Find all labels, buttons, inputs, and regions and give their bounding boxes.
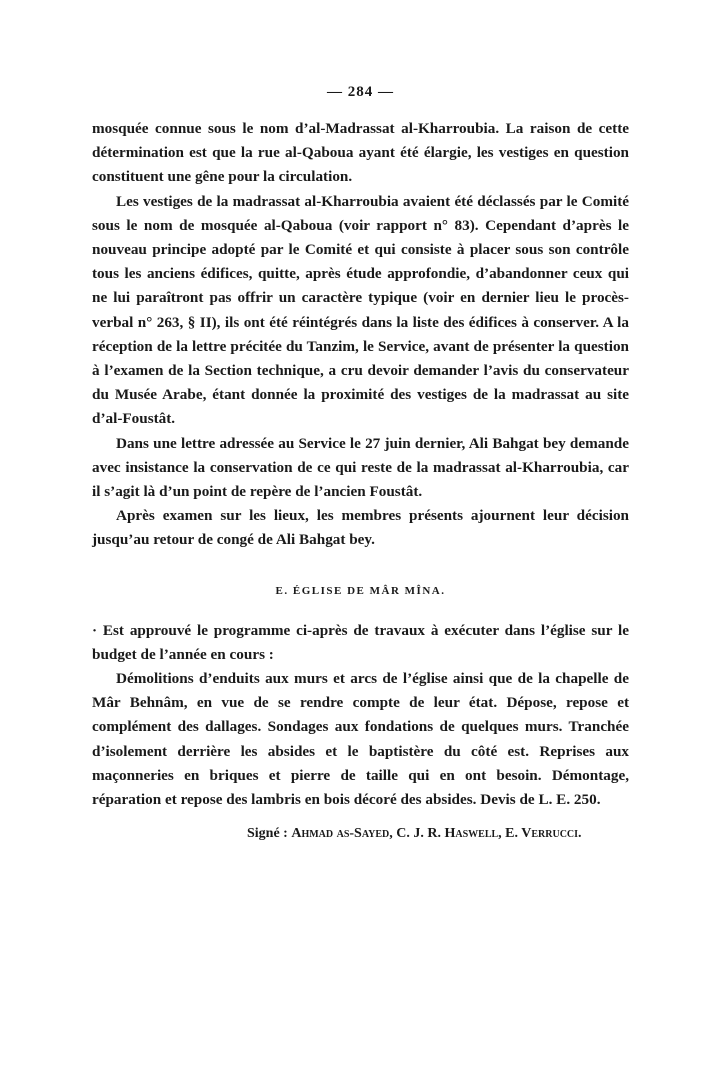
signature-names: Ahmad as-Sayed, C. J. R. Haswell, E. Verrucci.	[291, 826, 582, 842]
paragraph-lettre: Dans une lettre adressée au Service le 27 juin dernier, Ali Bahgat bey demande avec insistance la conservation de ce qui reste de la madrassat al-Kharroubia, car il s’agit là d’un point de repère de l’ancien Foustât.	[92, 434, 629, 501]
section-title: E. ÉGLISE DE MÂR MÎNA.	[275, 584, 446, 597]
paragraph-programme: · Est approuvé le programme ci-après de travaux à exécuter dans l’église sur le budget de l’année en cours :	[92, 621, 629, 663]
document-page	[92, 84, 629, 842]
page-number: — 284 —	[327, 84, 394, 100]
paragraph-vestiges: Les vestiges de la madrassat al-Kharroubia avaient été déclassés par le Comité sous le nom de mosquée al-Qaboua (voir rapport n° 83). Cependant d’après le nouveau principe adopté par le Comité et qui consiste à placer sous son contrôle tous les anciens édifices, quitte, après étude approfondie, d’abandonner ceux qui ne lui paraîtront pas offrir un caractère typique (voir en dernier lieu le procès-verbal n° 263, § II), ils ont été réintégrés dans la liste des édifices à conserver. A la réception de la lettre précitée du Tanzim, le Service, avant de présenter la question à l’examen de la Section technique, a cru devoir demander l’avis du conservateur du Musée Arabe, étant donnée la proximité des vestiges de la madrassat au site d’al-Foustât.	[92, 192, 629, 428]
signature-line	[92, 826, 629, 842]
paragraph-continuation: mosquée connue sous le nom d’al-Madrassat al-Kharroubia. La raison de cette détermination est que la rue al-Qaboua ayant été élargie, les vestiges en question constituent une gêne pour la circulation.	[92, 120, 629, 186]
paragraph-travaux: Démolitions d’enduits aux murs et arcs de l’église ainsi que de la chapelle de Mâr Behnâm, en vue de se rendre compte de leur état. Dépose, repose et complément des dallages. Sondages aux fondations de quelques murs. Tranchée d’isolement derrière les absides et le baptistère du côté est. Reprises aux maçonneries en briques et pierre de taille qui en ont besoin. Démontage, réparation et repose des lambris en bois décoré des absides. Devis de L. E. 250.	[92, 670, 629, 809]
signature-prefix: Signé :	[247, 826, 288, 842]
paragraph-decision: Après examen sur les lieux, les membres présents ajournent leur décision jusqu’au retour de congé de Ali Bahgat bey.	[92, 507, 629, 549]
